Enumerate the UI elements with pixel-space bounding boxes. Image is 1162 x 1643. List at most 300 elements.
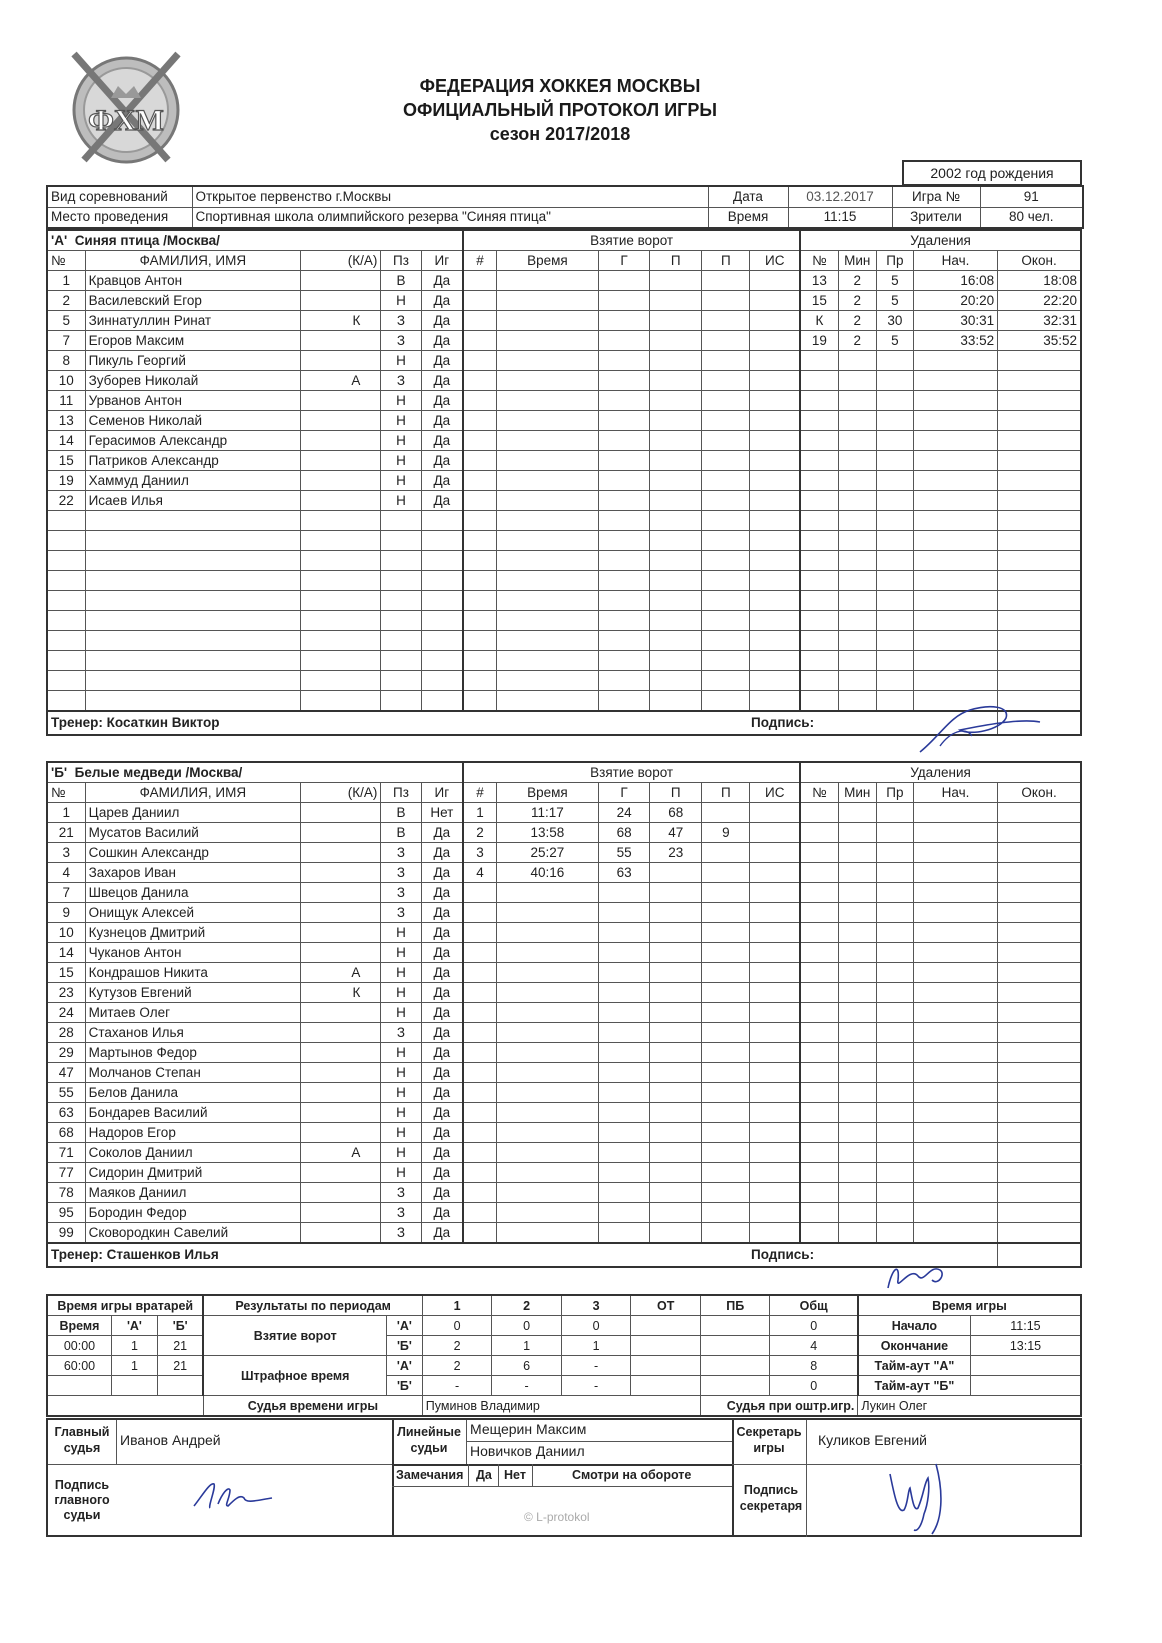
penalty-minutes [838, 863, 876, 883]
player-row [47, 1203, 1081, 1223]
goal-assist-2 [702, 843, 750, 863]
goal-time [496, 943, 598, 963]
col-pen-end: Окон. [998, 783, 1081, 803]
penalty-reason [876, 1103, 913, 1123]
penalty-start [913, 451, 997, 471]
col-goal-g: Г [599, 783, 650, 803]
penalty-end [998, 843, 1081, 863]
penalty-player [800, 863, 838, 883]
goal-time: 40:16 [496, 863, 598, 883]
secretary-label: Секретарь игры [736, 1425, 802, 1455]
player-number: 19 [47, 471, 85, 491]
goal-assist-2 [702, 411, 750, 431]
penalty-reason [876, 431, 913, 451]
player-role: А [301, 1143, 381, 1163]
goal-situation [750, 691, 800, 712]
goal-time [496, 371, 598, 391]
col-ka: (К/А) [301, 251, 381, 271]
logo-text: ФХМ [88, 104, 164, 137]
goal-scorer [599, 691, 650, 712]
goal-assist-2 [702, 883, 750, 903]
team-b-header [47, 762, 463, 783]
goal-scorer [599, 883, 650, 903]
penalty-player [800, 1083, 838, 1103]
date-label: Дата [708, 186, 788, 207]
player-played: Да [421, 1063, 463, 1083]
player-role [301, 451, 381, 471]
player-number: 14 [47, 943, 85, 963]
remarks-yes[interactable]: Да [476, 1468, 492, 1482]
player-name [85, 631, 301, 651]
goals-b-p2: 1 [492, 1336, 562, 1356]
end-label: Окончание [858, 1336, 971, 1356]
goal-scorer [599, 531, 650, 551]
pim-b-pb [700, 1376, 770, 1396]
goal-assist-1 [650, 943, 702, 963]
goal-time [496, 883, 598, 903]
goal-number [463, 963, 496, 983]
player-position: З [381, 883, 421, 903]
goal-scorer [599, 471, 650, 491]
player-played [421, 611, 463, 631]
timekeeper-value: Пуминов Владимир [422, 1396, 700, 1417]
player-position: Н [381, 983, 421, 1003]
goal-assist-1 [650, 271, 702, 291]
player-played: Да [421, 1043, 463, 1063]
linesman-1: Мещерин Максим [470, 1421, 587, 1437]
goal-scorer [599, 903, 650, 923]
penalty-start [913, 863, 997, 883]
goal-situation [750, 1043, 800, 1063]
player-number [47, 671, 85, 691]
penalty-player [800, 1143, 838, 1163]
player-name: Царев Даниил [85, 803, 301, 823]
player-played: Да [421, 863, 463, 883]
goal-number [463, 351, 496, 371]
player-played: Да [421, 923, 463, 943]
player-name: Бондарев Василий [85, 1103, 301, 1123]
penalty-player [800, 691, 838, 712]
penalty-start [913, 1223, 997, 1244]
timekeeper-label: Судья времени игры [203, 1396, 422, 1417]
timeout-b-label: Тайм-аут "Б" [858, 1376, 971, 1396]
goal-situation [750, 571, 800, 591]
penalty-end [998, 1023, 1081, 1043]
player-played: Да [421, 963, 463, 983]
player-position: З [381, 1203, 421, 1223]
player-name: Митаев Олег [85, 1003, 301, 1023]
goal-situation [750, 591, 800, 611]
col-pen-start: Нач. [913, 251, 997, 271]
penalty-end [998, 1083, 1081, 1103]
player-row [47, 883, 1081, 903]
player-number: 7 [47, 331, 85, 351]
player-row [47, 631, 1081, 651]
penalty-end [998, 491, 1081, 511]
gk-row2-time: 60:00 [47, 1356, 111, 1376]
goal-assist-2 [702, 511, 750, 531]
goal-time [496, 691, 598, 712]
goal-assist-1 [650, 1183, 702, 1203]
player-played: Да [421, 331, 463, 351]
player-role [301, 1183, 381, 1203]
penalty-start [913, 371, 997, 391]
goal-situation [750, 823, 800, 843]
goal-assist-2 [702, 611, 750, 631]
penalty-player [800, 671, 838, 691]
penalty-minutes [838, 471, 876, 491]
goal-assist-1 [650, 1203, 702, 1223]
penalty-reason [876, 411, 913, 431]
goal-situation [750, 531, 800, 551]
goal-assist-2 [702, 471, 750, 491]
penalty-start [913, 1103, 997, 1123]
penalty-player [800, 411, 838, 431]
goal-assist-2 [702, 1103, 750, 1123]
gk-a-head: 'А' [111, 1316, 157, 1336]
summary-table [46, 1294, 1082, 1417]
player-row [47, 1183, 1081, 1203]
secretary-sign-label: Подпись секретаря [739, 1483, 803, 1513]
penalty-player [800, 491, 838, 511]
col-goal-p2: П [702, 251, 750, 271]
penalty-end [998, 1143, 1081, 1163]
goals-a-pb [700, 1316, 770, 1336]
player-position: Н [381, 1043, 421, 1063]
player-name [85, 611, 301, 631]
player-row [47, 923, 1081, 943]
player-played: Нет [421, 803, 463, 823]
player-name: Захаров Иван [85, 863, 301, 883]
penalty-start [913, 1063, 997, 1083]
player-role [301, 331, 381, 351]
penalty-player [800, 823, 838, 843]
penalty-player [800, 371, 838, 391]
goal-situation [750, 271, 800, 291]
player-number [47, 551, 85, 571]
goal-number [463, 571, 496, 591]
remarks-see-back: Смотри на обороте [572, 1468, 692, 1482]
remarks-no[interactable]: Нет [504, 1468, 526, 1482]
player-role [301, 471, 381, 491]
player-name [85, 551, 301, 571]
penalty-reason [876, 451, 913, 471]
penalty-reason [876, 611, 913, 631]
goal-time [496, 471, 598, 491]
player-position: Н [381, 351, 421, 371]
col-goal-p1: П [650, 783, 702, 803]
team-b-letter: 'Б' [51, 764, 68, 780]
player-played: Да [421, 471, 463, 491]
penalty-end [998, 631, 1081, 651]
player-position: Н [381, 1163, 421, 1183]
penalty-start [913, 943, 997, 963]
player-position: Н [381, 491, 421, 511]
penalty-player: К [800, 311, 838, 331]
player-name: Онищук Алексей [85, 903, 301, 923]
goal-assist-1 [650, 691, 702, 712]
player-role: К [301, 311, 381, 331]
penalty-player [800, 943, 838, 963]
goals-a-p3: 0 [561, 1316, 631, 1336]
player-position [381, 631, 421, 651]
goal-scorer: 63 [599, 863, 650, 883]
goal-assist-2 [702, 803, 750, 823]
penalty-minutes [838, 1043, 876, 1063]
goal-situation [750, 1143, 800, 1163]
penalty-minutes [838, 1223, 876, 1244]
goals-row-a: 'А' [387, 1316, 423, 1336]
penalty-reason [876, 391, 913, 411]
player-role [301, 291, 381, 311]
player-name: Маяков Даниил [85, 1183, 301, 1203]
penalty-end [998, 351, 1081, 371]
player-position [381, 611, 421, 631]
goal-assist-2 [702, 551, 750, 571]
player-role [301, 1203, 381, 1223]
penalty-start [913, 551, 997, 571]
penalty-reason [876, 1023, 913, 1043]
penalty-start [913, 923, 997, 943]
penalty-reason [876, 983, 913, 1003]
goal-situation [750, 963, 800, 983]
player-position: Н [381, 923, 421, 943]
penalty-start [913, 1143, 997, 1163]
penalty-start [913, 391, 997, 411]
player-number [47, 511, 85, 531]
penalty-reason [876, 963, 913, 983]
goal-situation [750, 611, 800, 631]
goal-assist-2 [702, 903, 750, 923]
player-row [47, 451, 1081, 471]
penalty-minutes [838, 551, 876, 571]
player-row [47, 1003, 1081, 1023]
goal-scorer [599, 1043, 650, 1063]
pim-row-a: 'А' [387, 1356, 423, 1376]
goal-assist-1 [650, 671, 702, 691]
goal-number [463, 411, 496, 431]
goal-assist-1 [650, 1023, 702, 1043]
goal-scorer [599, 1003, 650, 1023]
player-row [47, 983, 1081, 1003]
goal-situation [750, 511, 800, 531]
player-number: 11 [47, 391, 85, 411]
penalty-player [800, 983, 838, 1003]
remarks-label: Замечания [396, 1468, 464, 1482]
goal-number [463, 331, 496, 351]
penalty-minutes [838, 391, 876, 411]
fhm-logo [56, 48, 196, 168]
gk-row1-a: 1 [111, 1336, 157, 1356]
goal-scorer [599, 1203, 650, 1223]
penalty-end [998, 1003, 1081, 1023]
period-head-total: Общ [770, 1295, 858, 1316]
team-a-letter: 'А' [51, 232, 68, 248]
penalty-minutes [838, 983, 876, 1003]
goal-assist-2: 9 [702, 823, 750, 843]
goal-assist-2 [702, 431, 750, 451]
period-head-1: 1 [422, 1295, 492, 1316]
player-role [301, 351, 381, 371]
player-played: Да [421, 1103, 463, 1123]
player-number: 68 [47, 1123, 85, 1143]
player-row [47, 431, 1081, 451]
col-played: Иг [421, 251, 463, 271]
penalty-player [800, 1103, 838, 1123]
player-number: 23 [47, 983, 85, 1003]
penalty-start: 16:08 [913, 271, 997, 291]
player-row [47, 371, 1081, 391]
penalty-start [913, 611, 997, 631]
goal-scorer [599, 1063, 650, 1083]
player-number: 2 [47, 291, 85, 311]
player-role [301, 923, 381, 943]
goal-situation [750, 351, 800, 371]
penalty-minutes [838, 843, 876, 863]
player-position: З [381, 903, 421, 923]
date-value: 03.12.2017 [788, 186, 892, 207]
goal-number [463, 631, 496, 651]
end-value: 13:15 [970, 1336, 1081, 1356]
goal-number [463, 491, 496, 511]
penalty-reason [876, 923, 913, 943]
goal-assist-2 [702, 1083, 750, 1103]
goal-assist-1: 68 [650, 803, 702, 823]
pim-a-p1: 2 [422, 1356, 492, 1376]
col-goal-is: ИС [750, 251, 800, 271]
team-a-table [46, 229, 1082, 736]
goal-scorer [599, 371, 650, 391]
goal-time [496, 1023, 598, 1043]
player-position [381, 551, 421, 571]
player-played [421, 551, 463, 571]
head-ref-signature [188, 1476, 288, 1516]
penalty-reason: 30 [876, 311, 913, 331]
goal-time [496, 451, 598, 471]
goal-scorer [599, 1163, 650, 1183]
goal-situation [750, 1103, 800, 1123]
team-a-goals-title: Взятие ворот [463, 230, 800, 251]
penalty-player [800, 591, 838, 611]
player-played: Да [421, 291, 463, 311]
player-row [47, 531, 1081, 551]
penalty-player [800, 803, 838, 823]
player-number: 21 [47, 823, 85, 843]
goal-time: 11:17 [496, 803, 598, 823]
goal-assist-2 [702, 1003, 750, 1023]
player-played: Да [421, 351, 463, 371]
player-number: 77 [47, 1163, 85, 1183]
goal-assist-1 [650, 311, 702, 331]
goal-time [496, 963, 598, 983]
goal-assist-1 [650, 863, 702, 883]
penalty-reason [876, 551, 913, 571]
goal-time [496, 923, 598, 943]
goal-scorer [599, 1143, 650, 1163]
player-position: Н [381, 291, 421, 311]
player-number: 1 [47, 803, 85, 823]
penalty-start [913, 1083, 997, 1103]
spectators-value: 80 чел. [980, 207, 1083, 228]
player-position: В [381, 803, 421, 823]
goal-number [463, 1183, 496, 1203]
penalty-end [998, 863, 1081, 883]
player-name: Стаханов Илья [85, 1023, 301, 1043]
goal-time [496, 491, 598, 511]
goal-time [496, 291, 598, 311]
penalty-minutes [838, 1163, 876, 1183]
goal-number [463, 1063, 496, 1083]
penalty-end [998, 1183, 1081, 1203]
period-head-3: 3 [561, 1295, 631, 1316]
goal-number [463, 1163, 496, 1183]
penalty-end [998, 983, 1081, 1003]
goal-number [463, 471, 496, 491]
time-value: 11:15 [788, 207, 892, 228]
penalty-reason [876, 1203, 913, 1223]
col-name: ФАМИЛИЯ, ИМЯ [85, 783, 301, 803]
goal-situation [750, 983, 800, 1003]
player-played: Да [421, 843, 463, 863]
col-pen-reason: Пр [876, 783, 913, 803]
goal-time [496, 571, 598, 591]
penalty-reason [876, 531, 913, 551]
player-role: А [301, 963, 381, 983]
penalty-minutes [838, 411, 876, 431]
goal-assist-1 [650, 883, 702, 903]
goal-assist-2 [702, 491, 750, 511]
penalty-reason [876, 943, 913, 963]
timeout-a-label: Тайм-аут "А" [858, 1356, 971, 1376]
player-role [301, 531, 381, 551]
player-row [47, 671, 1081, 691]
goal-number [463, 451, 496, 471]
player-row [47, 611, 1081, 631]
penalty-player [800, 1123, 838, 1143]
penalty-reason [876, 1123, 913, 1143]
penalty-end [998, 1203, 1081, 1223]
player-row [47, 571, 1081, 591]
penalty-start [913, 571, 997, 591]
goal-assist-1 [650, 1063, 702, 1083]
player-number: 24 [47, 1003, 85, 1023]
player-number [47, 531, 85, 551]
goal-scorer [599, 551, 650, 571]
goal-number: 1 [463, 803, 496, 823]
player-played [421, 531, 463, 551]
goal-assist-2 [702, 923, 750, 943]
goal-number [463, 1223, 496, 1244]
goal-assist-2 [702, 331, 750, 351]
pim-b-p3: - [561, 1376, 631, 1396]
player-played: Да [421, 1163, 463, 1183]
goal-scorer [599, 351, 650, 371]
player-role [301, 903, 381, 923]
goals-b-p1: 2 [422, 1336, 492, 1356]
penalty-reason [876, 803, 913, 823]
goal-scorer [599, 411, 650, 431]
player-role: А [301, 371, 381, 391]
penalty-player [800, 631, 838, 651]
goal-assist-1 [650, 1003, 702, 1023]
penalty-start [913, 411, 997, 431]
player-role [301, 863, 381, 883]
goal-situation [750, 883, 800, 903]
head-ref-label: Главный судья [54, 1425, 110, 1455]
goal-assist-1 [650, 351, 702, 371]
goal-assist-2 [702, 1203, 750, 1223]
officials-block [46, 1418, 1082, 1537]
